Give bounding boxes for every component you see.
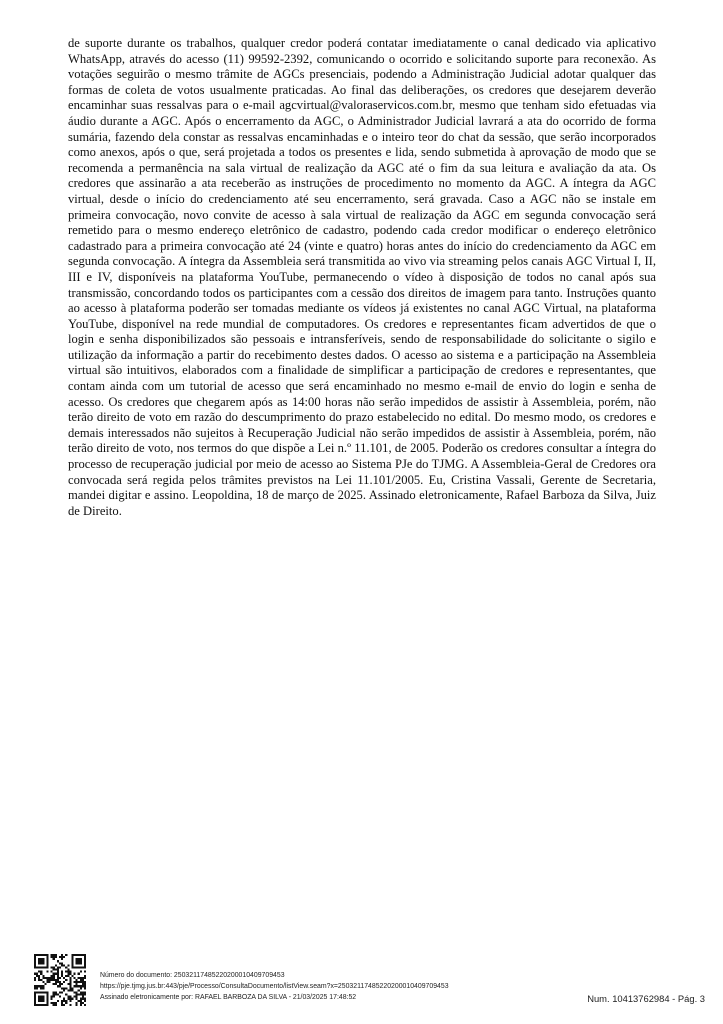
document-body-text: de suporte durante os trabalhos, qualquer credor poderá contatar imediatamente o canal dedicado via aplicativo WhatsApp, através do acesso (11) 99592-2392, comunicando o ocorrido e solicitando suporte para reconexão. As votações seguirão o mesmo trâmite de AGCs presenciais, podendo a Administração Judicial adotar qualquer das formas de coleta de votos usualmente praticadas. Ao final das deliberações, os credores que desejarem deverão encaminhar suas ressalvas para o e-mail agcvirtual@valoraservicos.com.br, mesmo que tenham sido efetuadas via áudio durante a AGC. Após o encerramento da AGC, o Administrador Judicial lavrará a ata do ocorrido de forma sumária, fazendo dela constar as ressalvas encaminhadas e o inteiro teor do chat da sessão, que serão incorporados como anexos, após o que, será projetada a todos os presentes e lida, sendo submetida à aprovação de modo que se recomenda a permanência na sala virtual de realização da AGC até o fim da sua leitura e avaliação da ata. Os credores que assinarão a ata receberão as instruções de procedimento no momento da AGC. A íntegra da AGC virtual, desde o início do credenciamento até seu encerramento, será gravada. Caso a AGC não se instale em primeira convocação, novo convite de acesso à sala virtual de realização da AGC em segunda convocação será remetido para o mesmo endereço eletrônico de cadastro, podendo cada credor modificar o endereço eletrônico cadastrado para a primeira convocação até 24 (vinte e quatro) horas antes do início do credenciamento da AGC em segunda convocação. A íntegra da Assembleia será transmitida ao vivo via streaming pelos canais AGC Virtual I, II, III e IV, disponíveis na plataforma YouTube, permanecendo o vídeo à disposição de todos no canal após sua transmissão, concordando todos os participantes com a cessão dos direitos de imagem para tanto. Instruções quanto ao acesso à plataforma poderão ser tomadas mediante os vídeos já existentes no canal AGC Virtual, na plataforma YouTube, disponível na rede mundial de computadores. Os credores e representantes ficam advertidos de que o login e senha disponibilizados são pessoais e intransferíveis, sendo de responsabilidade do solicitante o sigilo e utilização da informação a partir do recebimento destes dados. O acesso ao sistema e a participação na Assembleia virtual são intuitivos, elaborados com a finalidade de simplificar a participação de credores e representantes, que contam ainda com um tutorial de acesso que será encaminhado no mesmo e-mail de envio do login e senha de acesso. Os credores que chegarem após as 14:00 horas não serão impedidos de assistir à Assembleia, porém, não terão direito de voto em razão do descumprimento do prazo estabelecido no edital. Do mesmo modo, os credores e demais interessados não sujeitos à Recuperação Judicial não serão impedidos de assistir à Assembleia, porém, não terão direito de voto, nos termos do que dispõe a Lei n.º 11.101, de 2005. Poderão os credores consultar a íntegra do processo de recuperação judicial por meio de acesso ao Sistema PJe do TJMG. A Assembleia-Geral de Credores ora convocada será regida pelos trâmites previstos na Lei 11.101/2005. Eu, Cristina Vassali, Gerente de Secretaria, mandei digitar e assino. Leopoldina, 18 de março de 2025. Assinado eletronicamente, Rafael Barboza da Silva, Juiz de Direito. <box>68 36 656 518</box>
qr-code-graphic <box>34 954 86 1006</box>
signature-line: Assinado eletronicamente por: RAFAEL BARBOZA DA SILVA - 21/03/2025 17:48:52 <box>100 993 357 1001</box>
document-number: Número do documento: 25032117485220200010409709453 <box>100 972 285 979</box>
qr-code-icon <box>34 954 86 1006</box>
document-metadata <box>100 971 449 1003</box>
page-footer <box>0 950 723 1024</box>
page-number: Num. 10413762984 - Pág. 3 <box>587 993 705 1004</box>
document-url[interactable]: https://pje.tjmg.jus.br:443/pje/Processo/ConsultaDocumento/listView.seam?x=25032117485220200010409709453 <box>100 982 449 990</box>
